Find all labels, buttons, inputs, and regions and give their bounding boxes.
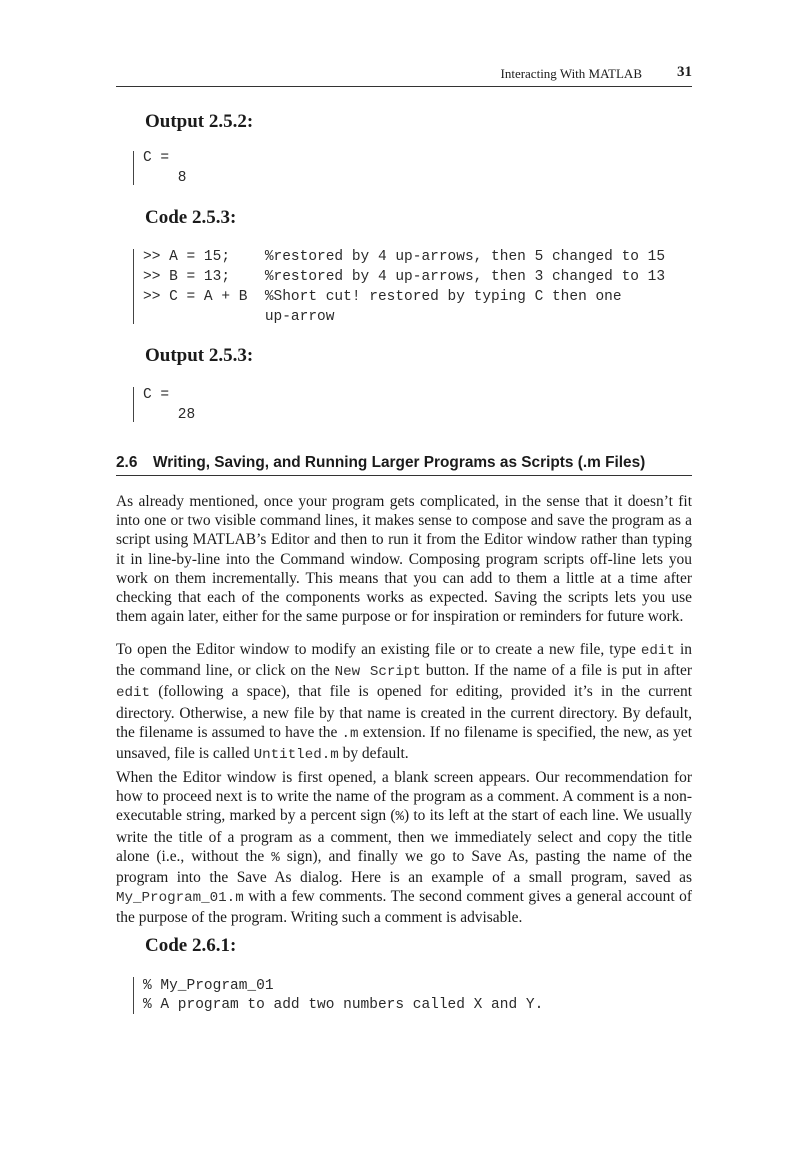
code-line: C =: [143, 150, 170, 166]
body-paragraph: [116, 768, 692, 928]
code-line: >> C = A + B %Short cut! restored by typing C then one: [143, 289, 622, 305]
section-number: 2.6: [116, 454, 138, 471]
code-2-5-3-block: [133, 249, 666, 325]
paragraph-text: extension. If no filename is specified, the new, as yet unsaved, file is called: [116, 723, 692, 763]
code-line: 8: [143, 170, 187, 186]
code-line: 28: [143, 407, 196, 423]
inline-code: Untitled.m: [253, 747, 339, 764]
paragraph-text: ) to its left at the start of each line. We usually write the title of a program as a comment, then we immediately select and copy the title alone (i.e., without the: [116, 807, 692, 865]
paragraph-text: in the command line, or click on the: [116, 641, 692, 680]
inline-code: edit: [116, 685, 151, 702]
code-2-6-1-block: [133, 977, 544, 1014]
output-2-5-3-heading: Output 2.5.3:: [145, 345, 254, 366]
code-line: % My_Program_01: [143, 978, 274, 994]
code-2-6-1-heading: Code 2.6.1:: [145, 935, 237, 956]
code-line: C =: [143, 387, 170, 403]
paragraph-text: To open the Editor window to modify an existing file or to create a new file, type: [116, 641, 641, 658]
inline-code: edit: [640, 643, 675, 659]
running-header-title: Interacting With MATLAB: [500, 66, 642, 81]
output-2-5-2-block: [133, 150, 187, 186]
code-line: % A program to add two numbers called X and Y.: [143, 997, 544, 1013]
code-line: >> B = 13; %restored by 4 up-arrows, then 3 changed to 13: [143, 269, 666, 285]
output-2-5-3-block: [133, 387, 196, 423]
code-line: up-arrow: [143, 309, 335, 325]
paragraph-text: sign), and finally we go to Save As, pasting the name of the program into the Save As dialog. Here is an example of a small program, saved as: [116, 847, 692, 887]
inline-code: My_Program_01.m: [116, 890, 244, 907]
paragraph-text: button. If the name of a file is put in after: [420, 662, 692, 680]
section-title: Writing, Saving, and Running Larger Programs as Scripts (.m Files): [153, 454, 646, 471]
paragraph-text: with a few comments. The second comment gives a general account of the purpose of the program. Writing such a comment is advisable.: [116, 888, 692, 927]
code-2-5-3-heading: Code 2.5.3:: [145, 207, 237, 228]
paragraph-text: by default.: [338, 745, 409, 763]
body-paragraph: [116, 640, 692, 765]
inline-code: New Script: [334, 664, 421, 681]
section-rule: [116, 475, 692, 476]
section-heading: [116, 454, 692, 472]
inline-code: .m: [341, 725, 359, 742]
page-number: 31: [677, 64, 692, 80]
inline-code: %: [395, 809, 404, 826]
inline-code: %: [271, 849, 280, 866]
body-paragraph: As already mentioned, once your program gets complicated, in the sense that it doesn’t fit into one or two visible command lines, it makes sense to compose and save the program as a script using MATLAB’s Editor and then to run it from the Editor window rather than typing it in line-by-line into the Command window. Composing program scripts off-line lets you work on them incrementally. This means that you can add to them a little at a time after checking that each of the components works as expected. Saving the scripts lets you use them again later, either for the same purpose or for inspiration or reminders for future work.: [116, 493, 692, 626]
output-2-5-2-heading: Output 2.5.2:: [145, 111, 254, 132]
code-line: >> A = 15; %restored by 4 up-arrows, then 5 changed to 15: [143, 249, 666, 265]
paragraph-text: (following a space), that file is opened for editing, provided it’s in the current directory. Otherwise, a new file by that name is created in the current directory. By default, the filename is assumed to have the: [116, 683, 692, 741]
paragraph-text: When the Editor window is first opened, a blank screen appears. Our recommendation for how to proceed next is to write the name of the program as a comment. A comment is a non-executable string, marked by a percent sign (: [116, 769, 692, 825]
header-rule: [116, 86, 692, 87]
